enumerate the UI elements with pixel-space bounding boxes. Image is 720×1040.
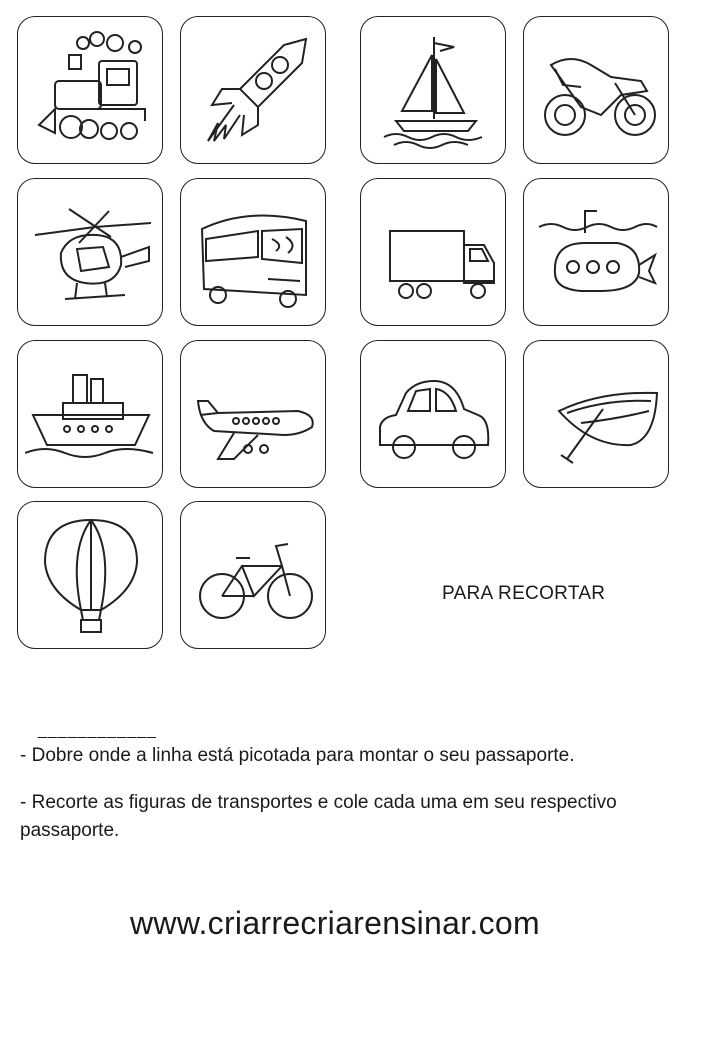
ship-icon: [25, 349, 155, 479]
card-car[interactable]: [360, 340, 506, 488]
card-hot-air-balloon[interactable]: [17, 501, 163, 649]
dashed-fold-line: ____________: [38, 722, 157, 739]
submarine-icon: [531, 187, 661, 317]
card-submarine[interactable]: [523, 178, 669, 326]
card-truck[interactable]: [360, 178, 506, 326]
card-rocket[interactable]: [180, 16, 326, 164]
card-motorcycle[interactable]: [523, 16, 669, 164]
card-helicopter[interactable]: [17, 178, 163, 326]
helicopter-icon: [25, 187, 155, 317]
sailboat-icon: [368, 25, 498, 155]
airplane-icon: [188, 349, 318, 479]
rowboat-icon: [531, 349, 661, 479]
motorcycle-icon: [531, 25, 661, 155]
car-icon: [368, 349, 498, 479]
train-icon: [25, 25, 155, 155]
card-sailboat[interactable]: [360, 16, 506, 164]
rocket-icon: [188, 25, 318, 155]
website-url[interactable]: www.criarrecriarensinar.com: [130, 905, 540, 941]
cut-out-label: PARA RECORTAR: [442, 583, 606, 604]
hot-air-balloon-icon: [25, 510, 155, 640]
bicycle-icon: [188, 510, 318, 640]
card-ship[interactable]: [17, 340, 163, 488]
card-bicycle[interactable]: [180, 501, 326, 649]
card-airplane[interactable]: [180, 340, 326, 488]
bus-icon: [188, 187, 318, 317]
card-bus[interactable]: [180, 178, 326, 326]
card-train[interactable]: [17, 16, 163, 164]
card-rowboat[interactable]: [523, 340, 669, 488]
truck-icon: [368, 187, 498, 317]
instruction-cut-paste: - Recorte as figuras de transportes e cole cada uma em seu respectivo passaporte.: [20, 792, 617, 841]
instruction-fold: - Dobre onde a linha está picotada para montar o seu passaporte.: [20, 745, 575, 766]
